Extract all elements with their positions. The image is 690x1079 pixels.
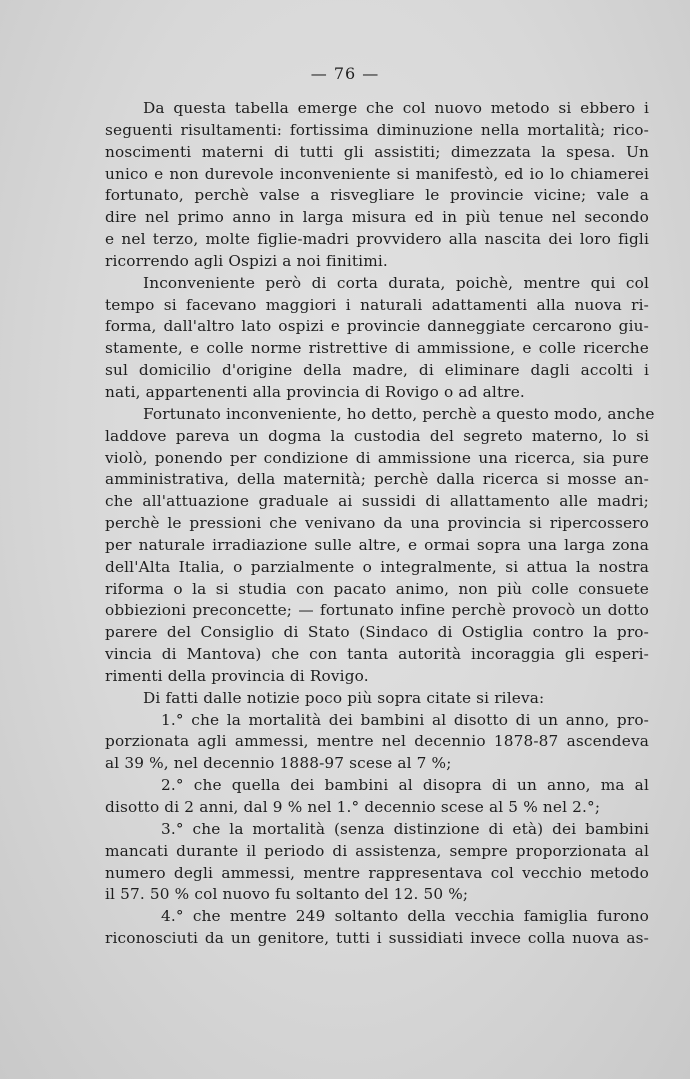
text-line: Inconveniente però di corta durata, poichè, mentre qui col	[143, 273, 649, 292]
text-line: obbiezioni preconcette; — fortunato infine perchè provocò un dotto	[105, 601, 649, 620]
text-line: amministrativa, della maternità; perchè dalla ricerca si mosse an-	[105, 470, 649, 489]
text-line: dire nel primo anno in larga misura ed in più tenue nel secondo	[105, 208, 649, 227]
text-line: unico e non durevole inconveniente si manifestò, ed io lo chiamerei	[105, 164, 649, 183]
text-line: Fortunato inconveniente, ho detto, perchè a questo modo, anche	[143, 404, 655, 423]
list-item-line: 2.° che quella dei bambini al disopra di un anno, ma al	[161, 776, 649, 795]
page-number: — 76 —	[310, 64, 380, 83]
list-item-line: 3.° che la mortalità (senza distinzione di età) dei bambini	[161, 819, 649, 838]
text-line: numero degli ammessi, mentre rappresentava col vecchio metodo	[105, 863, 649, 882]
text-line: laddove pareva un dogma la custodia del segreto materno, lo si	[105, 426, 649, 445]
text-line: seguenti risultamenti: fortissima diminuzione nella mortalità; rico-	[105, 120, 649, 139]
text-line: tempo si facevano maggiori i naturali adattamenti alla nuova ri-	[105, 295, 649, 314]
text-line: fortunato, perchè valse a risvegliare le provincie vicine; vale a	[105, 186, 649, 205]
text-line: porzionata agli ammessi, mentre nel decennio 1878-87 ascendeva	[105, 732, 649, 751]
text-line: al 39 %, nel decennio 1888-97 scese al 7 %;	[105, 754, 452, 773]
text-line: sul domicilio d'origine della madre, di eliminare dagli accolti i	[105, 361, 649, 380]
text-line: disotto di 2 anni, dal 9 % nel 1.° decennio scese al 5 % nel 2.°;	[105, 798, 601, 816]
text-line: nati, appartenenti alla provincia di Rovigo o ad altre.	[105, 382, 525, 401]
text-line: stamente, e colle norme ristrettive di ammissione, e colle ricerche	[105, 339, 649, 358]
text-line: ricorrendo agli Ospizi a noi finitimi.	[105, 251, 388, 270]
text-line: noscimenti materni di tutti gli assistiti; dimezzata la spesa. Un	[105, 142, 649, 161]
text-line: vincia di Mantova) che con tanta autorità incoraggia gli esperi-	[105, 645, 649, 664]
text-line: riforma o la si studia con pacato animo, non più colle consuete	[105, 579, 649, 598]
text-line: forma, dall'altro lato ospizi e provincie danneggiate cercarono giu-	[105, 317, 649, 336]
text-line: che all'attuazione graduale ai sussidi di allattamento alle madri;	[105, 492, 649, 511]
text-line: rimenti della provincia di Rovigo.	[105, 666, 369, 685]
text-line: mancati durante il periodo di assistenza, sempre proporzionata al	[105, 841, 649, 860]
text-line: e nel terzo, molte figlie-madri provvidero alla nascita dei loro figli	[105, 230, 649, 249]
body-text	[105, 98, 655, 950]
text-line: il 57. 50 % col nuovo fu soltanto del 12. 50 %;	[105, 885, 469, 904]
text-line: dell'Alta Italia, o parzialmente o integralmente, si attua la nostra	[105, 557, 649, 576]
list-item-line: 1.° che la mortalità dei bambini al disotto di un anno, pro-	[161, 710, 649, 729]
text-line: Da questa tabella emerge che col nuovo metodo si ebbero i	[143, 99, 649, 117]
text-line: Di fatti dalle notizie poco più sopra citate si rileva:	[143, 688, 545, 707]
text-line: per naturale irradiazione sulle altre, e ormai sopra una larga zona	[105, 535, 649, 554]
text-line: perchè le pressioni che venivano da una provincia si ripercossero	[105, 514, 649, 533]
text-line: violò, ponendo per condizione di ammissione una ricerca, sia pure	[105, 448, 649, 467]
list-item-line: 4.° che mentre 249 soltanto della vecchia famiglia furono	[161, 907, 649, 926]
text-line: riconosciuti da un genitore, tutti i sussidiati invece colla nuova as-	[105, 929, 649, 948]
text-line: parere del Consiglio di Stato (Sindaco di Ostiglia contro la pro-	[105, 623, 649, 642]
